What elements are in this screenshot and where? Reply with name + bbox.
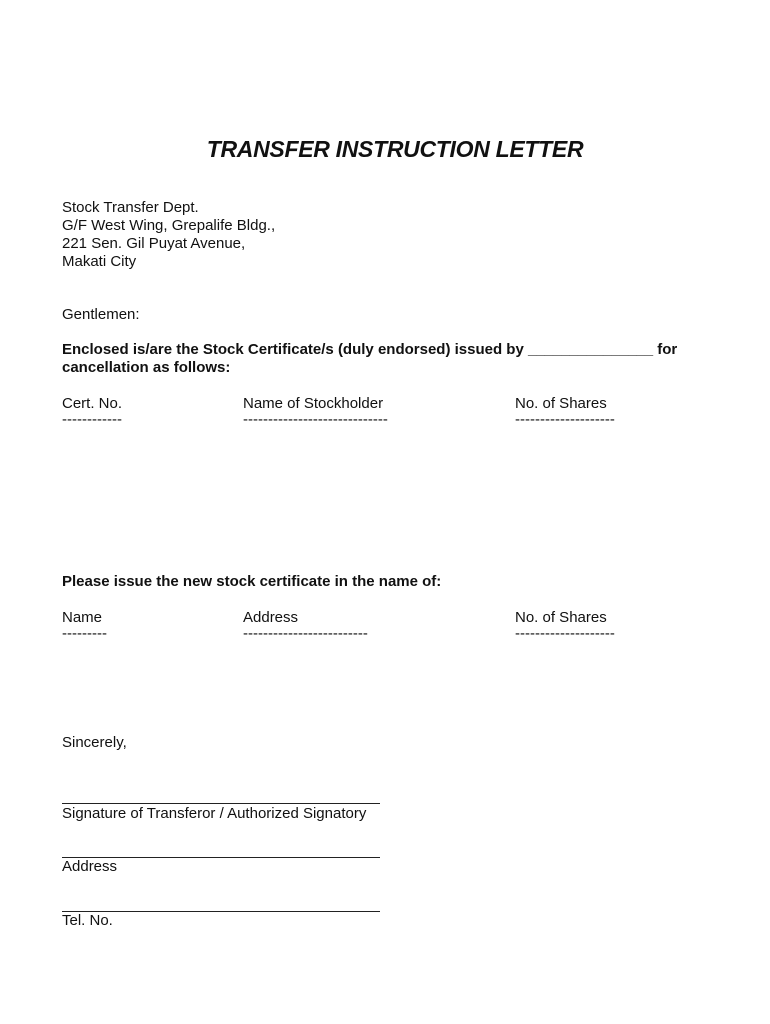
- stockholder-name-header: Name of Stockholder: [243, 395, 384, 412]
- enclosed-statement-line1: Enclosed is/are the Stock Certificate/s (duly endorsed) issued by _______________ for: [62, 341, 678, 358]
- recipient-line: G/F West Wing, Grepalife Bldg.,: [62, 217, 276, 234]
- closing: Sincerely,: [62, 734, 127, 751]
- address-label: Address: [62, 858, 118, 875]
- recipient-line: 221 Sen. Gil Puyat Avenue,: [62, 235, 246, 252]
- signature-line[interactable]: [62, 803, 380, 804]
- cert-no-dashes: ------------: [62, 411, 122, 428]
- enclosed-statement-line2: cancellation as follows:: [62, 359, 231, 376]
- stockholder-name-dashes: -----------------------------: [243, 411, 388, 428]
- salutation: Gentlemen:: [62, 306, 140, 323]
- issue-instruction: Please issue the new stock certificate in the name of:: [62, 573, 442, 590]
- document-title: TRANSFER INSTRUCTION LETTER: [206, 136, 584, 162]
- new-address-dashes: -------------------------: [243, 625, 368, 642]
- recipient-line: Stock Transfer Dept.: [62, 199, 199, 216]
- tel-label: Tel. No.: [62, 912, 113, 929]
- shares-dashes: --------------------: [515, 411, 615, 428]
- cert-no-header: Cert. No.: [62, 395, 123, 412]
- new-name-dashes: ---------: [62, 625, 107, 642]
- new-shares-dashes: --------------------: [515, 625, 615, 642]
- recipient-line: Makati City: [62, 253, 137, 270]
- signature-label: Signature of Transferor / Authorized Signatory: [62, 805, 367, 822]
- shares-header: No. of Shares: [515, 395, 607, 412]
- new-shares-header: No. of Shares: [515, 609, 607, 626]
- recipient-address: [62, 199, 275, 271]
- new-name-header: Name: [62, 609, 103, 626]
- new-address-header: Address: [243, 609, 299, 626]
